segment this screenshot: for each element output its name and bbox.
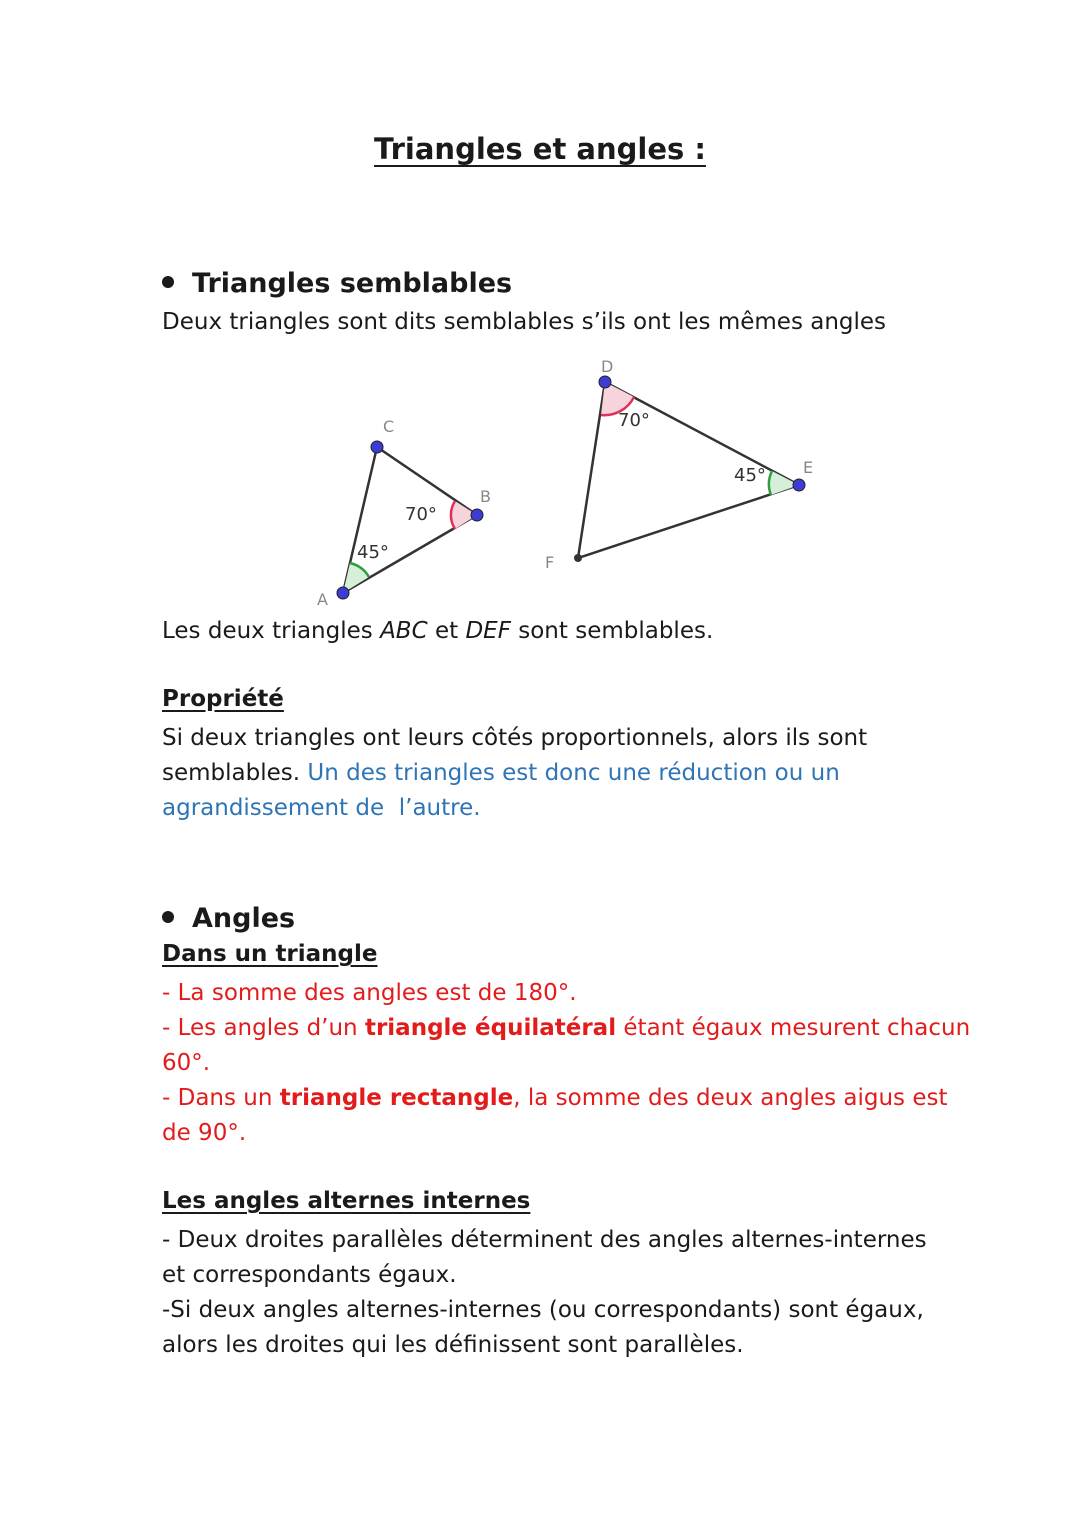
alternes-text: - Deux droites parallèles déterminent des angles alternes-internes et correspondants égaux. -Si deux angles alternes-internes (ou correspondants) sont égaux, alors les droites qui les définissent sont parallèles.	[162, 1227, 927, 1358]
triangle-def	[545, 357, 813, 572]
angle-e-label: 45°	[734, 465, 766, 486]
rule-equilateral: - Les angles d’un triangle équilatéral étant égaux mesurent chacun	[162, 1015, 971, 1041]
label-c: C	[383, 417, 395, 436]
label-d: D	[601, 357, 614, 376]
property-text: Si deux triangles ont leurs côtés proportionnels, alors ils sont semblables. Un des triangles est donc une réduction ou un agrandissement de l’autre.	[162, 725, 868, 821]
section-heading-angles: Angles	[162, 903, 295, 934]
angle-d-label: 70°	[618, 410, 650, 431]
rule-rectangle: - Dans un triangle rectangle, la somme des deux angles aigus est	[162, 1085, 948, 1111]
bullet-icon	[162, 276, 174, 288]
point-e	[793, 479, 805, 491]
angle-b-label: 70°	[405, 504, 437, 525]
similar-triangles-figure	[300, 355, 840, 615]
point-d	[599, 376, 611, 388]
point-c	[371, 441, 383, 453]
label-b: B	[480, 487, 491, 506]
label-f: F	[545, 553, 555, 572]
angle-a-label: 45°	[357, 542, 389, 563]
triangle-abc	[317, 417, 491, 609]
label-e: E	[803, 458, 814, 477]
section-heading-triangles-semblables: Triangles semblables	[162, 268, 512, 299]
point-f	[574, 554, 582, 562]
label-a: A	[317, 590, 328, 609]
definition-text: Deux triangles sont dits semblables s’ils ont les mêmes angles	[162, 309, 887, 335]
triangle-rules: - La somme des angles est de 180°. - Les angles d’un triangle équilatéral étant égaux mesurent chacun 60°. - Dans un triangle rectangle, la somme des deux angles aigus est de 90°.	[162, 976, 970, 1151]
point-a	[337, 587, 349, 599]
page-title: Triangles et angles :	[374, 132, 706, 166]
property-heading: Propriété	[162, 686, 284, 712]
conclusion-text: Les deux triangles ABC et DEF sont semblables.	[162, 618, 714, 644]
triangle-rules-heading: Dans un triangle	[162, 941, 378, 967]
bullet-icon	[162, 911, 174, 923]
alternes-heading: Les angles alternes internes	[162, 1188, 531, 1214]
rule-sum: - La somme des angles est de 180°.	[162, 980, 577, 1006]
point-b	[471, 509, 483, 521]
